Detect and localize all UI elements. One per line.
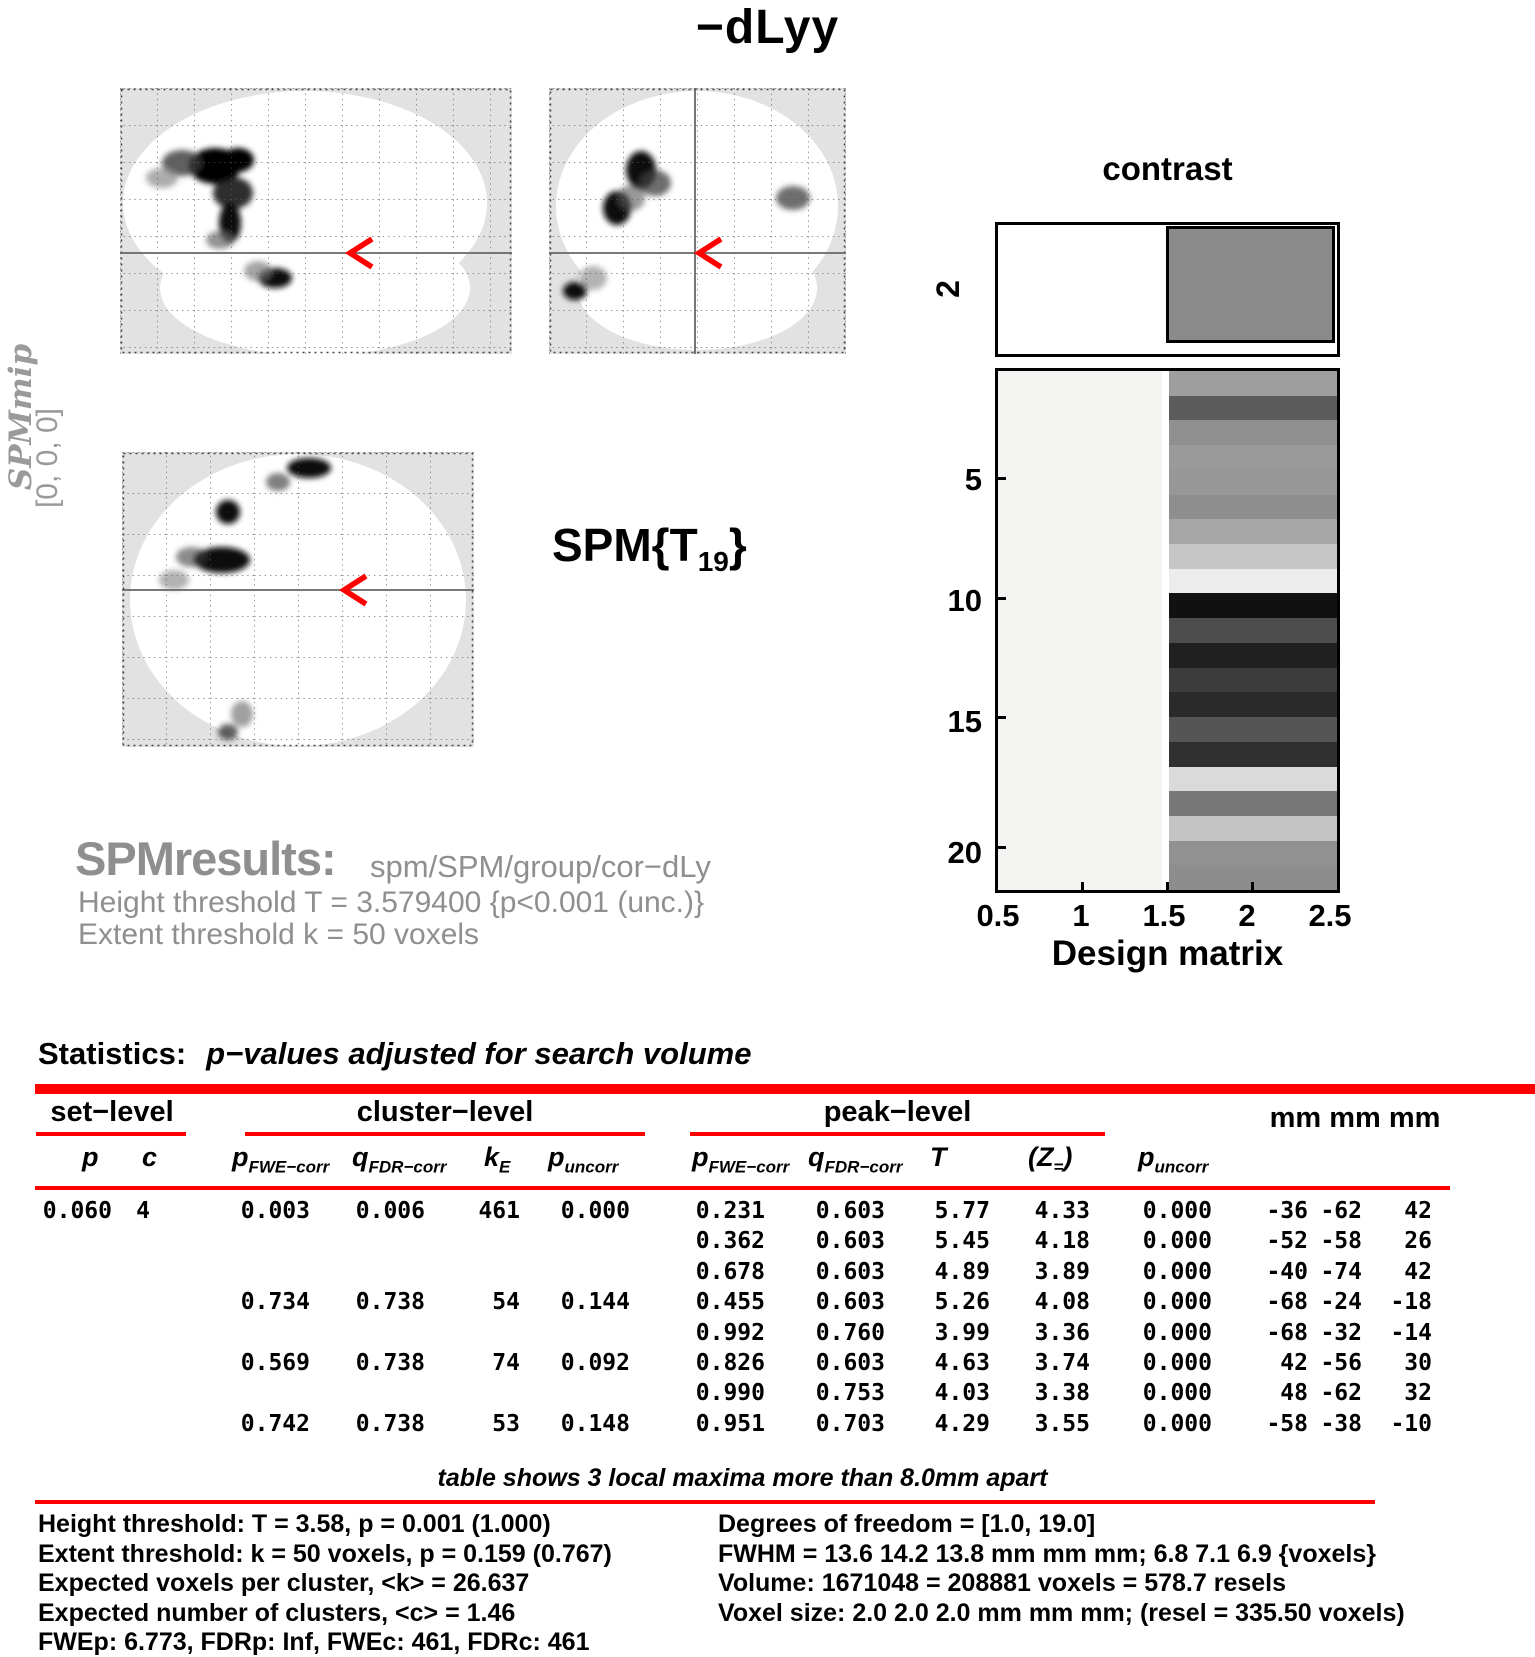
page-title: −dLyy	[695, 1, 840, 54]
table-cell: 4	[136, 1198, 150, 1224]
design-matrix-stripe	[1169, 495, 1337, 520]
table-cell	[310, 1378, 425, 1408]
table-cell: 42	[1404, 1198, 1432, 1224]
col-peak-qfdr: $q_{FDR-corr}$	[808, 1142, 903, 1177]
dm-ytick-20: 20	[947, 835, 982, 870]
table-cell: 3.55	[1034, 1410, 1090, 1437]
dm-ytick-5: 5	[964, 462, 982, 497]
xtick-mark	[1251, 882, 1254, 890]
table-cell: 0.990	[695, 1380, 765, 1407]
header-bottom-rule	[35, 1186, 1450, 1190]
table-cell	[112, 1318, 150, 1348]
footnote-rule	[35, 1500, 1375, 1504]
table-cell: 4.08	[1034, 1289, 1090, 1316]
statistics-table-body	[35, 1196, 1450, 1439]
table-row	[35, 1378, 1450, 1408]
col-cluster-ke: $k_E$	[484, 1142, 511, 1177]
design-matrix-stripe	[1169, 668, 1337, 693]
table-cell	[520, 1378, 630, 1408]
mip-axial-view	[122, 452, 474, 747]
table-footnote: table shows 3 local maxima more than 8.0mm apart	[437, 1464, 1048, 1492]
col-peak-pfwe: $p_{FWE-corr}$	[692, 1142, 790, 1177]
table-cell: 0.060	[42, 1198, 112, 1224]
design-matrix-stripe	[1169, 841, 1337, 866]
design-matrix-stripe	[1169, 371, 1337, 396]
table-cell: -10	[1390, 1410, 1432, 1437]
footer-line: Voxel size: 2.0 2.0 2.0 mm mm mm; (resel = 335.50 voxels)	[718, 1598, 1405, 1627]
table-cell: 3.99	[934, 1319, 990, 1346]
spmmip-label: SPMmip	[3, 343, 39, 491]
design-matrix-stripe	[1169, 569, 1337, 594]
table-cell: 4.33	[1034, 1198, 1090, 1224]
table-cell: 0.006	[355, 1198, 425, 1224]
table-cell	[150, 1378, 310, 1408]
table-cell: 5.77	[934, 1198, 990, 1224]
table-cell	[112, 1287, 150, 1317]
table-cell: 0.000	[1142, 1349, 1212, 1376]
table-cell: 48	[1280, 1380, 1308, 1407]
mip-coronal-view	[549, 88, 846, 354]
footer-left-column	[38, 1510, 612, 1657]
table-cell: 74	[492, 1349, 520, 1376]
statistics-label: Statistics:	[38, 1036, 187, 1071]
contrast-weight-block	[1166, 226, 1336, 343]
table-cell: 4.29	[934, 1410, 990, 1437]
table-cell: -74	[1320, 1258, 1362, 1285]
table-cell: 0.951	[695, 1410, 765, 1437]
table-cell	[35, 1287, 112, 1317]
table-cell: 0.003	[240, 1198, 310, 1224]
contrast-ytick-label: 2	[930, 280, 966, 298]
table-row	[35, 1348, 1450, 1378]
table-cell: 0.760	[815, 1319, 885, 1346]
table-cell: -38	[1320, 1410, 1362, 1437]
footer-line: Expected number of clusters, <c> = 1.46	[38, 1598, 516, 1627]
design-matrix-stripe	[1169, 717, 1337, 742]
table-cell	[520, 1226, 630, 1256]
table-cell: 5.26	[934, 1289, 990, 1316]
spm-t-map-label: $SPM\{T_{19}\}$	[552, 519, 747, 578]
design-matrix-stripe	[1169, 767, 1337, 792]
table-cell: 0.000	[1142, 1258, 1212, 1285]
spmresults-heading: SPMresults:	[75, 832, 336, 885]
table-cell: 3.89	[1034, 1258, 1090, 1285]
design-matrix-stripe	[1169, 396, 1337, 421]
table-cell: 3.74	[1034, 1349, 1090, 1376]
table-cell	[425, 1378, 520, 1408]
table-cell	[310, 1318, 425, 1348]
dm-xtick-2: 2	[1238, 898, 1256, 933]
col-set-p: p	[82, 1142, 99, 1172]
table-cell: 4.63	[934, 1349, 990, 1376]
results-directory-path: spm/SPM/group/cor−dLy	[370, 849, 711, 884]
table-cell: 0.603	[815, 1289, 885, 1316]
dm-ytick-10: 10	[947, 583, 982, 618]
dm-xtick-15: 1.5	[1142, 898, 1186, 933]
table-cell: -58	[1320, 1228, 1362, 1255]
table-cell: -52	[1266, 1228, 1308, 1255]
table-cell: 0.734	[240, 1289, 310, 1316]
ytick-mark	[998, 597, 1006, 600]
design-matrix-stripe	[1169, 791, 1337, 816]
table-cell: 0.738	[355, 1289, 425, 1316]
table-cell: 0.603	[815, 1198, 885, 1224]
design-matrix-stripe	[1169, 618, 1337, 643]
mm-coordinates-header: mm mm mm	[1269, 1102, 1441, 1134]
mip-axial-glass-brain	[122, 452, 474, 747]
table-row	[35, 1409, 1450, 1439]
table-cell: 0.000	[1142, 1410, 1212, 1437]
table-cell: 0.148	[560, 1410, 630, 1437]
mip-coordinates-label: [0, 0, 0]	[31, 407, 64, 509]
table-cell: 4.89	[934, 1258, 990, 1285]
table-cell: 54	[492, 1289, 520, 1316]
table-cell: 0.603	[815, 1349, 885, 1376]
col-cluster-pfwe: $p_{FWE-corr}$	[232, 1142, 330, 1177]
design-matrix-right-column	[1169, 371, 1337, 890]
table-cell	[35, 1348, 112, 1378]
ytick-mark	[998, 716, 1006, 719]
statistics-subtitle: p−values adjusted for search volume	[206, 1036, 752, 1071]
design-matrix-stripe	[1169, 816, 1337, 841]
table-cell: 42	[1404, 1258, 1432, 1285]
design-matrix-stripe	[1169, 544, 1337, 569]
footer-line: Extent threshold: k = 50 voxels, p = 0.159 (0.767)	[38, 1539, 612, 1568]
col-peak-z: $(Z_=)$	[1028, 1142, 1073, 1177]
table-cell: 0.742	[240, 1410, 310, 1437]
footer-line: FWEp: 6.773, FDRp: Inf, FWEc: 461, FDRc: 461	[38, 1628, 590, 1656]
table-cell	[112, 1378, 150, 1408]
footer-right-column	[718, 1510, 1405, 1628]
contrast-plot	[995, 222, 1340, 357]
table-cell: -58	[1266, 1410, 1308, 1437]
table-cell: 42	[1280, 1349, 1308, 1376]
design-matrix-stripe	[1169, 742, 1337, 767]
cluster-level-underline	[245, 1132, 645, 1136]
peak-level-header: peak−level	[823, 1096, 972, 1128]
design-matrix-stripe	[1169, 593, 1337, 618]
contrast-title: contrast	[1102, 150, 1233, 187]
ytick-mark	[998, 846, 1006, 849]
table-cell: 0.569	[240, 1349, 310, 1376]
xtick-mark	[1081, 882, 1084, 890]
table-cell: -62	[1320, 1380, 1362, 1407]
table-cell	[425, 1226, 520, 1256]
table-cell: 0.362	[695, 1228, 765, 1255]
footer-line: Height threshold: T = 3.58, p = 0.001 (1.000)	[38, 1510, 551, 1538]
ytick-mark	[998, 477, 1006, 480]
footer-line: Expected voxels per cluster, <k> = 26.637	[38, 1569, 530, 1597]
table-cell: 0.092	[560, 1349, 630, 1376]
design-matrix-stripe	[1169, 692, 1337, 717]
set-level-header: set−level	[50, 1096, 174, 1128]
design-matrix-left-column	[998, 371, 1162, 890]
table-cell	[520, 1318, 630, 1348]
table-cell	[112, 1348, 150, 1378]
table-cell: 4.03	[934, 1380, 990, 1407]
table-cell: 0.703	[815, 1410, 885, 1437]
table-cell	[35, 1409, 112, 1439]
footer-line: Degrees of freedom = [1.0, 19.0]	[718, 1510, 1096, 1538]
height-threshold-line: Height threshold T = 3.579400 {p<0.001 (unc.)}	[78, 886, 705, 919]
table-cell: 0.753	[815, 1380, 885, 1407]
design-matrix-plot	[995, 368, 1340, 893]
table-cell: -40	[1266, 1258, 1308, 1285]
table-row	[35, 1196, 1450, 1226]
table-cell: -24	[1320, 1289, 1362, 1316]
table-cell: 0.738	[355, 1349, 425, 1376]
table-cell: 0.455	[695, 1289, 765, 1316]
table-cell: 0.000	[1142, 1319, 1212, 1346]
table-cell: 0.000	[1142, 1198, 1212, 1224]
col-cluster-qfdr: $q_{FDR-corr}$	[352, 1142, 447, 1177]
design-matrix-stripe	[1169, 470, 1337, 495]
table-cell	[35, 1226, 112, 1256]
table-cell: 0.000	[1142, 1380, 1212, 1407]
table-cell	[112, 1409, 150, 1439]
table-row	[35, 1287, 1450, 1317]
table-row	[35, 1318, 1450, 1348]
table-cell: 26	[1404, 1228, 1432, 1255]
table-cell: 0.678	[695, 1258, 765, 1285]
table-cell: 30	[1404, 1349, 1432, 1376]
design-matrix-label: Design matrix	[1051, 934, 1284, 973]
table-cell: -68	[1266, 1289, 1308, 1316]
mip-sagittal-view	[120, 88, 512, 354]
table-cell: -56	[1320, 1349, 1362, 1376]
table-cell	[310, 1226, 425, 1256]
table-cell: 5.45	[934, 1228, 990, 1255]
table-cell: 4.18	[1034, 1228, 1090, 1255]
col-peak-t: T	[930, 1142, 947, 1172]
set-level-underline	[36, 1132, 186, 1136]
table-cell: 3.38	[1034, 1380, 1090, 1407]
table-cell	[35, 1257, 112, 1287]
table-cell: 53	[492, 1410, 520, 1437]
mip-sagittal-glass-brain	[120, 88, 512, 354]
table-cell	[520, 1257, 630, 1287]
table-cell: 0.000	[560, 1198, 630, 1224]
table-cell	[112, 1226, 150, 1256]
table-cell	[35, 1378, 112, 1408]
design-matrix-stripe	[1169, 420, 1337, 445]
table-top-rule	[35, 1084, 1535, 1094]
table-cell: 0.603	[815, 1228, 885, 1255]
design-matrix-stripe	[1169, 445, 1337, 470]
peak-level-underline	[690, 1132, 1105, 1136]
table-row	[35, 1226, 1450, 1256]
table-cell	[150, 1226, 310, 1256]
table-cell	[150, 1257, 310, 1287]
table-cell	[112, 1257, 150, 1287]
table-cell: -18	[1390, 1289, 1432, 1316]
table-cell	[425, 1318, 520, 1348]
table-cell: 0.231	[695, 1198, 765, 1224]
table-cell	[150, 1318, 310, 1348]
footer-line: Volume: 1671048 = 208881 voxels = 578.7 resels	[718, 1569, 1287, 1597]
col-set-c: c	[142, 1142, 158, 1172]
table-cell	[310, 1257, 425, 1287]
table-cell	[35, 1318, 112, 1348]
table-cell: 0.144	[560, 1289, 630, 1316]
col-peak-punc: $p_{uncorr}$	[1138, 1142, 1209, 1177]
statistics-heading	[38, 1036, 751, 1072]
table-cell: 0.000	[1142, 1289, 1212, 1316]
table-cell: 0.603	[815, 1258, 885, 1285]
table-cell: -32	[1320, 1319, 1362, 1346]
design-matrix-stripe	[1169, 519, 1337, 544]
dm-xtick-1: 1	[1072, 898, 1090, 933]
col-cluster-punc: $p_{uncorr}$	[548, 1142, 619, 1177]
dm-ytick-15: 15	[947, 704, 982, 739]
footer-line: FWHM = 13.6 14.2 13.8 mm mm mm; 6.8 7.1 6.9 {voxels}	[718, 1539, 1376, 1568]
table-cell: 3.36	[1034, 1319, 1090, 1346]
design-matrix-stripe	[1169, 643, 1337, 668]
dm-xtick-05: 0.5	[976, 898, 1020, 933]
table-cell: -68	[1266, 1319, 1308, 1346]
table-cell: -62	[1320, 1198, 1362, 1224]
table-cell: 32	[1404, 1380, 1432, 1407]
table-cell: 0.000	[1142, 1228, 1212, 1255]
table-cell: -36	[1266, 1198, 1308, 1224]
table-cell: 0.826	[695, 1349, 765, 1376]
extent-threshold-line: Extent threshold k = 50 voxels	[78, 918, 480, 951]
table-row	[35, 1257, 1450, 1287]
cluster-level-header: cluster−level	[356, 1096, 534, 1128]
xtick-mark	[1166, 882, 1169, 890]
table-cell: 0.992	[695, 1319, 765, 1346]
dm-xtick-25: 2.5	[1308, 898, 1352, 933]
table-cell: -14	[1390, 1319, 1432, 1346]
table-cell: 461	[478, 1198, 520, 1224]
table-cell: 0.738	[355, 1410, 425, 1437]
mip-coronal-glass-brain	[549, 88, 846, 354]
table-cell	[425, 1257, 520, 1287]
